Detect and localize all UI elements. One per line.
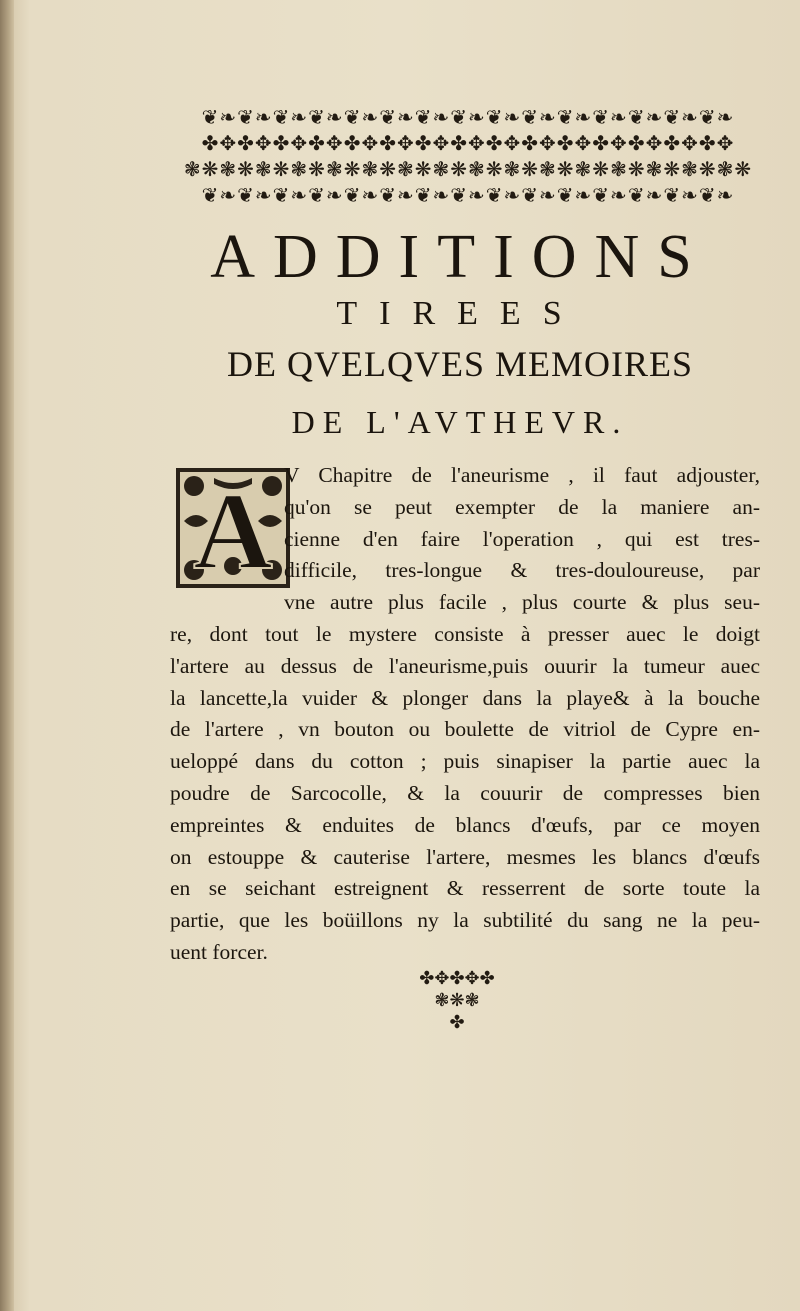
ornament-row: ❦❧❦❧❦❧❦❧❦❧❦❧❦❧❦❧❦❧❦❧❦❧❦❧❦❧❦❧❦❧: [201, 183, 735, 207]
tailpiece-ornament: [392, 968, 522, 1058]
tailpiece-row: ❃❋❃: [434, 990, 480, 1011]
text-line: poudre de Sarcocolle, & la couurir de compresses bien: [170, 780, 760, 805]
text-line: l'artere au dessus de l'aneurisme,puis ouurir la tumeur auec: [170, 653, 760, 678]
text-line: re, dont tout le mystere consiste à presser auec le doigt: [170, 621, 760, 646]
text-line: on estouppe & cauterise l'artere, mesmes les blancs d'œufs: [170, 844, 760, 869]
dropcap-letter: A: [193, 470, 273, 590]
headpiece-ornament-band: [178, 104, 758, 210]
tailpiece-row: ✤✥✤✥✤: [419, 968, 495, 989]
title-autheur: DE L'AVTHEVR.: [291, 404, 629, 440]
text-line: en se seichant estreignent & resserrent de sorte toute la: [170, 876, 760, 901]
text-line: ueloppé dans du cotton ; puis sinapiser la partie auec la: [170, 749, 760, 774]
text-line: vne autre plus facile , plus courte & plus seu-: [284, 590, 760, 615]
text-line: de l'artere , vn bouton ou boulette de vitriol de Cypre en-: [170, 717, 760, 742]
text-line: difficile, tres-longue & tres-douloureuse, par: [284, 558, 760, 583]
text-line: qu'on se peut exempter de la maniere an-: [284, 494, 760, 519]
text-line: la lancette,la vuider & plonger dans la playe& à la bouche: [170, 685, 760, 710]
title-tirees: TIREES: [336, 295, 584, 332]
tailpiece-row: ✤: [449, 1012, 465, 1033]
text-line: cienne d'en faire l'operation , qui est tres-: [284, 526, 760, 551]
title-additions: ADDITIONS: [210, 223, 710, 291]
text-line: partie, que les boüillons ny la subtilité du sang ne la peu-: [170, 908, 760, 933]
title-memoires: DE QVELQVES MEMOIRES: [227, 344, 693, 384]
ornament-row: ❦❧❦❧❦❧❦❧❦❧❦❧❦❧❦❧❦❧❦❧❦❧❦❧❦❧❦❧❦❧: [201, 105, 735, 129]
text-line: uent forcer.: [170, 939, 268, 964]
body-text: [170, 460, 760, 969]
ornament-row: ❃❋❃❋❃❋❃❋❃❋❃❋❃❋❃❋❃❋❃❋❃❋❃❋❃❋❃❋❃❋❃❋: [183, 157, 753, 181]
ornament-row: ✤✥✤✥✤✥✤✥✤✥✤✥✤✥✤✥✤✥✤✥✤✥✤✥✤✥✤✥✤✥: [201, 131, 735, 155]
text-line: empreintes & enduites de blancs d'œufs, par ce moyen: [170, 812, 760, 837]
page-binding-edge: [0, 0, 14, 1311]
text-line: V Chapitre de l'aneurisme , il faut adjouster,: [284, 463, 760, 487]
